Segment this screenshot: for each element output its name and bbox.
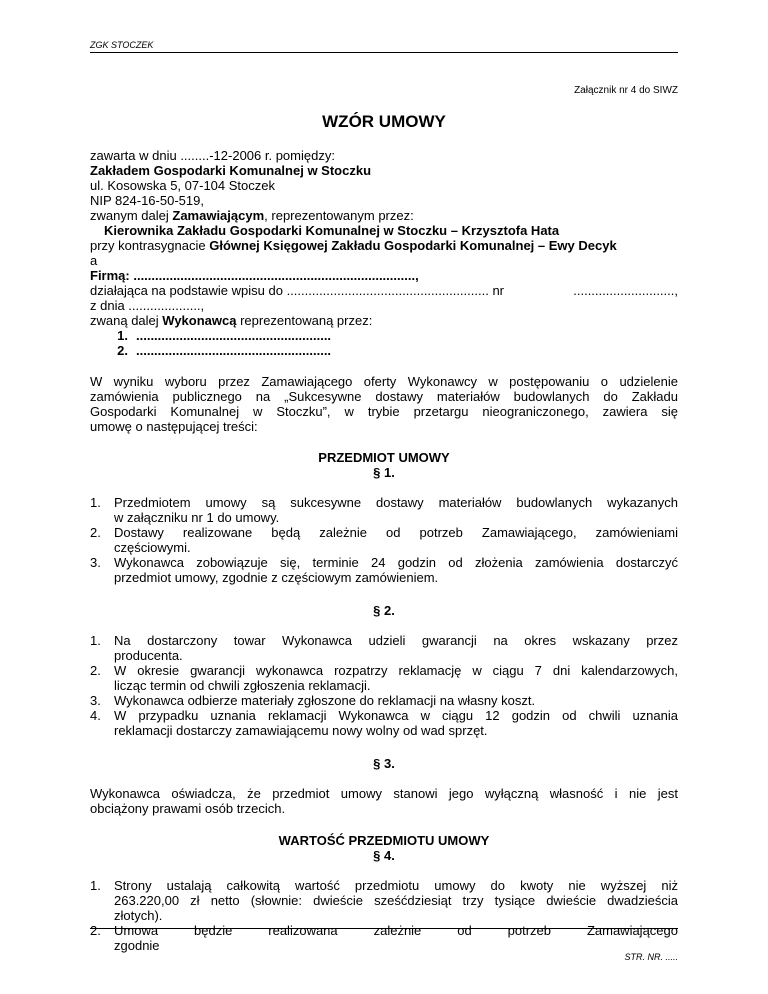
registry-line: działająca na podstawie wpisu do ........................................................ nr ............................, — [90, 283, 678, 298]
section-4-heading: WARTOŚĆ PRZEDMIOTU UMOWY — [278, 833, 490, 848]
section-3-paragraph-mark: § 3. — [373, 756, 395, 771]
party-nip: NIP 824-16-50-519, — [90, 193, 204, 208]
list-item: 2. Dostawy realizowane będą zależnie od potrzeb Zamawiającego, zamówieniami częściowymi. — [90, 525, 678, 555]
party-address: ul. Kosowska 5, 07-104 Stoczek — [90, 178, 275, 193]
list-item: 1. Przedmiotem umowy są sukcesywne dostawy materiałów budowlanych wykazanych w załączniku nr 1 do umowy. — [90, 495, 678, 525]
representative-line: Kierownika Zakładu Gospodarki Komunalnej w Stoczku – Krzysztofa Hata — [104, 223, 560, 238]
header-company: ZGK STOCZEK — [90, 40, 154, 50]
registry-date-line: z dnia ...................., — [90, 298, 205, 313]
preamble: W wyniku wyboru przez Zamawiającego oferty Wykonawcy w postępowaniu o udzielenie zamówienia publicznego na „Sukcesywne dostawy materiałów budowlanych do Zakładu Gospodarki Komunalnej w Stoczku”, w trybie przetargu nieograniczonego, zawiera się umowę o następującej treści: — [90, 374, 678, 434]
section-2-paragraph-mark: § 2. — [373, 603, 395, 618]
ordering-party-line: zwanym dalej Zamawiającym, reprezentowanym przez: — [90, 208, 414, 223]
header-rule — [90, 52, 678, 53]
page-number: STR. NR. ..... — [624, 952, 678, 962]
countersign-line: przy kontrasygnacie Głównej Księgowej Zakładu Gospodarki Komunalnej – Ewy Decyk — [90, 238, 617, 253]
list-item: 2. W okresie gwarancji wykonawca rozpatrzy reklamację w ciągu 7 dni kalendarzowych, licząc termin od chwili zgłoszenia reklamacji. — [90, 663, 678, 693]
list-item: 3. Wykonawca odbierze materiały zgłoszone do reklamacji na własny koszt. — [90, 693, 536, 708]
section-1-list — [90, 495, 678, 585]
list-item: 1. Strony ustalają całkowitą wartość przedmiotu umowy do kwoty nie wyższej niż 263.220,00 zł netto (słownie: dwieście sześćdziesiąt trzy tysiące dwieście dwadzieścia złotych). — [90, 878, 678, 923]
section-3-text: Wykonawca oświadcza, że przedmiot umowy stanowi jego wyłączną własność i nie jest obciążony prawami osób trzecich. — [90, 786, 678, 816]
conjunction-a: a — [90, 253, 98, 268]
footer-rule — [90, 928, 678, 929]
document-title: WZÓR UMOWY — [322, 112, 446, 131]
section-4-list — [90, 878, 678, 953]
list-item: 2. Umowa będzie realizowana zależnie od potrzeb Zamawiającego zgodnie — [90, 923, 678, 953]
party-name: Zakładem Gospodarki Komunalnej w Stoczku — [90, 163, 372, 178]
section-1-paragraph-mark: § 1. — [373, 465, 395, 480]
list-item: 1. Na dostarczony towar Wykonawca udzieli gwarancji na okres wskazany przez producenta. — [90, 633, 678, 663]
list-item: 3. Wykonawca zobowiązuje się, terminie 24 godzin od złożenia zamówienia dostarczyć przedmiot umowy, zgodnie z częściowym zamówieniem. — [90, 555, 678, 585]
section-1-heading: PRZEDMIOT UMOWY — [318, 450, 450, 465]
list-item: 4. W przypadku uznania reklamacji Wykonawca w ciągu 12 godzin od chwili uznania reklamacji dostarczy zamawiającemu nowy wolny od wad sprzęt. — [90, 708, 678, 738]
contractor-rep-1: 1. ...................................................... — [117, 328, 332, 343]
annex-label: Załącznik nr 4 do SIWZ — [574, 85, 678, 96]
section-4-paragraph-mark: § 4. — [373, 848, 395, 863]
section-2-list — [90, 633, 678, 738]
document-body — [90, 148, 678, 953]
contractor-rep-2: 2. ...................................................... — [117, 343, 332, 358]
contractor-line: zwaną dalej Wykonawcą reprezentowaną przez: — [90, 313, 373, 328]
contractor-firm-line: Firmą: .............................................................................., — [90, 268, 419, 283]
intro-date-line: zawarta w dniu ........-12-2006 r. pomiędzy: — [90, 148, 335, 163]
